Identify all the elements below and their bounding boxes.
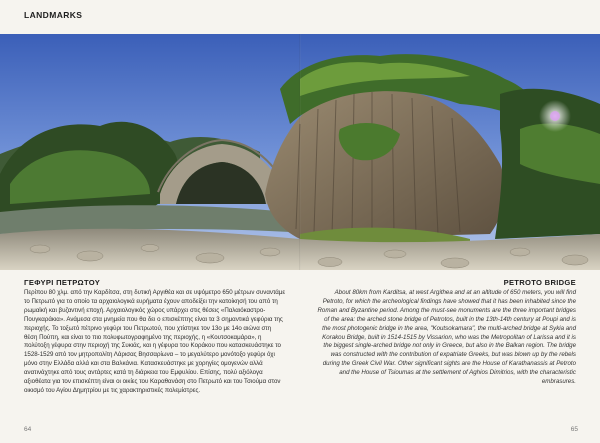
english-body-text: About 80km from Karditsa, at west Argithea and at an altitude of 650 meters, you will find Petroto, for which the archeological findings have showed that it has been inhabited since the Roman and Byzantine period. Among the must-see monuments are the three important bridges of the area: the arched stone bridge of Petrotos, built in the 13th-14th century at Poupi and is the most photogenic bridge in the area, "Koutsokamara", the multi-arched bridge at Sykia and Korakou Bridge, built in 1514-1515 by Vissarion, who was the Metropolitan of Larissa and it is the biggest single-arched bridge not only in Greece, but also in the Balkan region. The bridge was constructed with the contribution of expatriate Greeks, but was blown up by the rebels during the Greek Civil War. Other significant sights are the House of Karathanassis at Petroto and the House of Tsioumas at the settlement of Aghios Dimitrios, with the characteristic embrasures. bbox=[317, 289, 576, 386]
greek-article bbox=[24, 278, 286, 396]
right-page-number: 65 bbox=[570, 426, 578, 433]
page-gutter bbox=[299, 34, 301, 270]
greek-heading: ΓΕΦΥΡΙ ΠΕΤΡΩΤΟΥ bbox=[24, 278, 101, 287]
english-article bbox=[314, 278, 576, 387]
english-heading: PETROTO BRIDGE bbox=[503, 278, 576, 287]
greek-body-text: Περίπου 80 χλμ. από την Καρδίτσα, στη δυτική Αργιθέα και σε υψόμετρο 650 μέτρων συναντάμε το Πετρωτό για το οποίο τα αρχαιολογικά ευρήματα έχουν αποδείξει την κατοίκησή του από τη ρωμαϊκή και βυζαντινή εποχή. Αρχαιολογικός χώρος υπάρχει στις θέσεις «Παλαιόκαστρο-Πουγκαράκια». Ανάμεσα στα μνημεία που θα δει ο επισκέπτης είναι τα 3 σημαντικά γεφύρια της περιοχής. Το τοξωτό πέτρινο γεφύρι του Πετρωτού, που χτίστηκε τον 13ο με 14ο αιώνα στη θέση Πούπη, και είναι το πιο πολυφωτογραφημένο της περιοχής, η «Κουτσοκαμάρα», η πολύτοξη γέφυρα στην περιοχή της Συκιάς, και η γέφυρα του Κοράκου που κατασκευάστηκε το 1528-1529 από τον μητροπολίτη Λάρισας Βησσαρίωνα – το μεγαλύτερο μονότοξο γεφύρι όχι μόνο στην Ελλάδα αλλά και στα Βαλκάνια. Κατασκευάστηκε με χορηγίες ομογενών αλλά ανατινάχτηκε από τους αντάρτες κατά τη διάρκεια του Εμφυλίου. Επίσης, πολύ αξιόλογα αξιοθέατα για τον επισκέπτη είναι οι οικίες του Καραθανάση στο Πετρωτό και του Τσιούμα στον οικισμό του Αγίου Δημητρίου με τις χαρακτηριστικές πολεμίστρες. bbox=[24, 289, 286, 394]
section-label: LANDMARKS bbox=[24, 10, 83, 20]
left-page-number: 64 bbox=[24, 426, 32, 433]
